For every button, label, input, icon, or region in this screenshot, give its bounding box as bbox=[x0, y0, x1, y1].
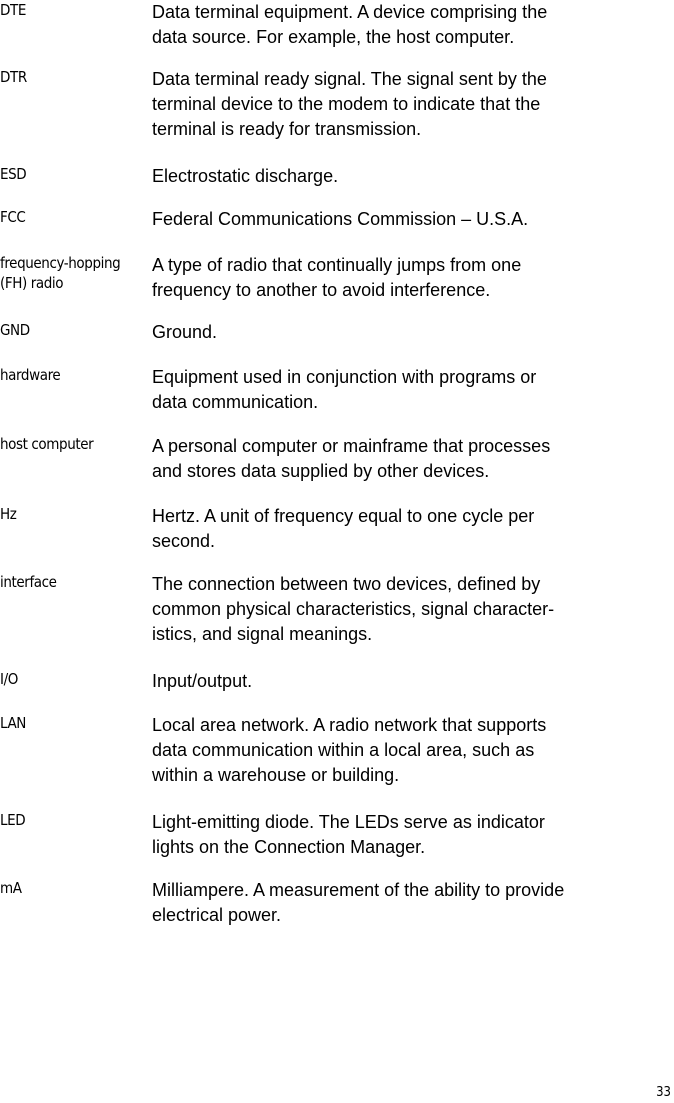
glossary-term: frequency-hopping (FH) radio bbox=[0, 254, 121, 292]
glossary-definition: Hertz. A unit of frequency equal to one cycle per second. bbox=[152, 506, 535, 551]
glossary-definition: Milliampere. A measurement of the ability to provide electrical power. bbox=[152, 880, 565, 925]
glossary-definition: Input/output. bbox=[152, 671, 253, 691]
glossary-definition: Federal Communications Commission – U.S.A. bbox=[152, 209, 529, 229]
glossary-term: DTE bbox=[0, 1, 26, 19]
glossary-definition: Data terminal equipment. A device comprising the data source. For example, the host computer. bbox=[152, 2, 548, 47]
glossary-term: Hz bbox=[0, 505, 17, 523]
glossary-term: LED bbox=[0, 811, 26, 829]
glossary-definition: Light-emitting diode. The LEDs serve as indicator lights on the Connection Manager. bbox=[152, 812, 545, 857]
glossary-term: host computer bbox=[0, 435, 94, 453]
glossary-definition: A type of radio that continually jumps from one frequency to another to avoid interference. bbox=[152, 255, 522, 300]
glossary-term: FCC bbox=[0, 208, 26, 226]
glossary-definition: Data terminal ready signal. The signal sent by the terminal device to the modem to indicate that the terminal is ready for transmission. bbox=[152, 69, 547, 139]
page-number: 33 bbox=[656, 1085, 671, 1100]
glossary-definition: Equipment used in conjunction with programs or data communication. bbox=[152, 367, 537, 412]
glossary-definition: A personal computer or mainframe that processes and stores data supplied by other devices. bbox=[152, 436, 551, 481]
glossary-term: ESD bbox=[0, 165, 27, 183]
glossary-term: I/O bbox=[0, 670, 18, 688]
glossary-term: LAN bbox=[0, 714, 26, 732]
glossary-definition: The connection between two devices, defined by common physical characteristics, signal character- istics, and signal meanings. bbox=[152, 574, 555, 644]
glossary-term: mA bbox=[0, 879, 22, 897]
glossary-term: interface bbox=[0, 573, 57, 591]
glossary-definition: Electrostatic discharge. bbox=[152, 166, 339, 186]
glossary-term: hardware bbox=[0, 366, 61, 384]
glossary-term: GND bbox=[0, 321, 30, 339]
glossary-definition: Ground. bbox=[152, 322, 218, 342]
glossary-definition: Local area network. A radio network that supports data communication within a local area, such as within a warehouse or building. bbox=[152, 715, 547, 785]
glossary-term: DTR bbox=[0, 68, 27, 86]
